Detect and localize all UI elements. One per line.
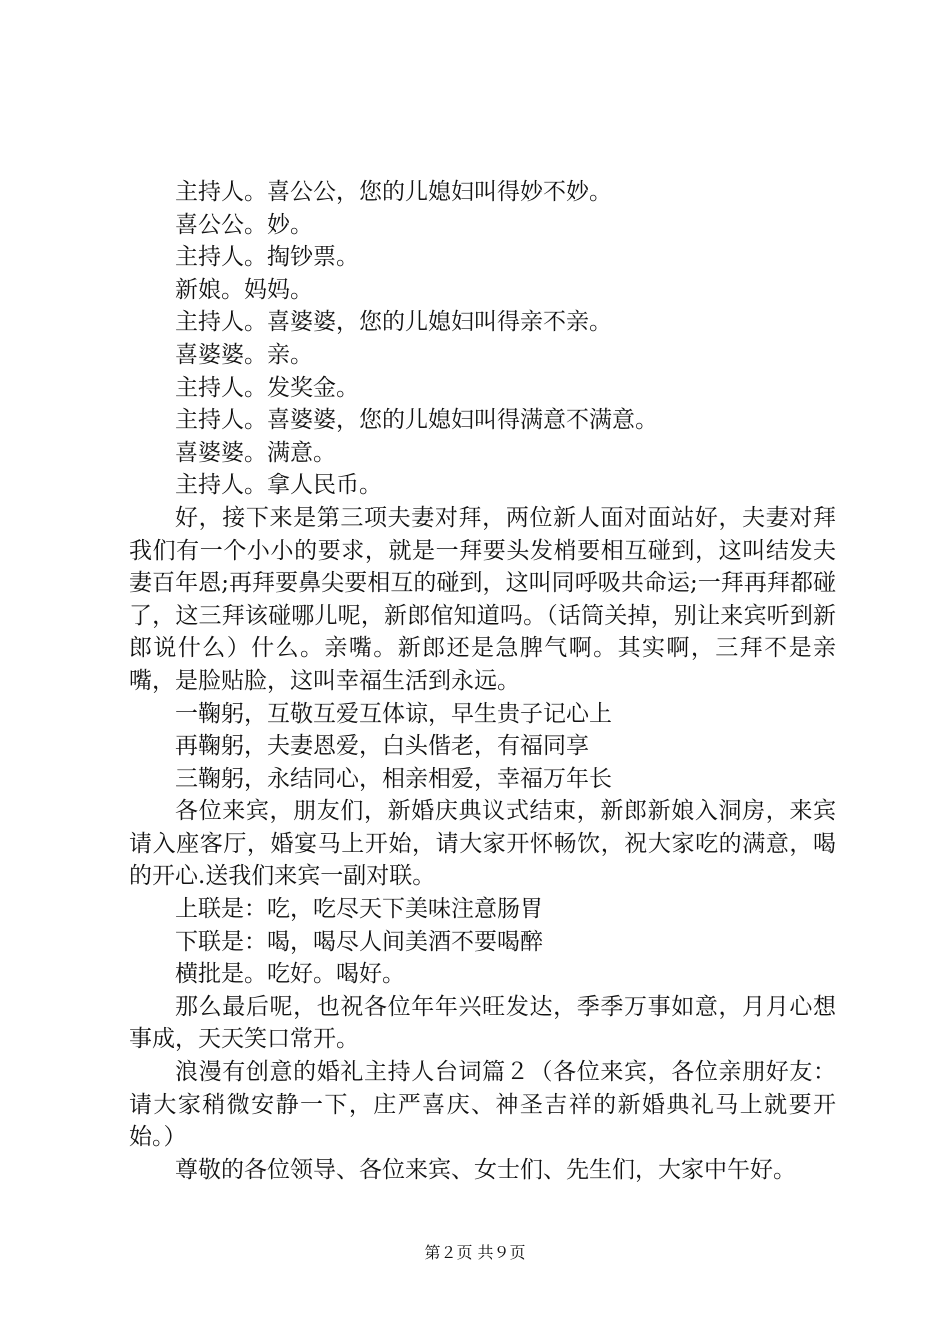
paragraph: 主持人。喜公公，您的儿媳妇叫得妙不妙。 [175, 179, 612, 205]
paragraph: 再鞠躬，夫妻恩爱，白头偕老，有福同享 [175, 733, 589, 760]
paragraph: 下联是：喝，喝尽人间美酒不要喝醉 [175, 928, 543, 955]
paragraph: 尊敬的各位领导、各位来宾、女士们、先生们，大家中午好。 [175, 1156, 796, 1183]
paragraph: 各位来宾，朋友们，新婚庆典议式结束，新郎新娘入洞房，来宾请入座客厅，婚宴马上开始，请大家开怀畅饮，祝大家吃的满意，喝的开心.送我们来宾一副对联。 [129, 798, 836, 890]
paragraph: 浪漫有创意的婚礼主持人台词篇２（各位来宾，各位亲朋好友：请大家稍微安静一下，庄严喜庆、神圣吉祥的新婚典礼马上就要开始。） [129, 1059, 836, 1151]
page-number-footer: 第２页 共９页 [424, 1243, 526, 1262]
paragraph: 好，接下来是第三项夫妻对拜，两位新人面对面站好，夫妻对拜我们有一个小小的要求，就是一拜要头发梢要相互碰到，这叫结发夫妻百年恩;再拜要鼻尖要相互的碰到，这叫同呼吸共命运;一拜再拜都碰了，这三拜该碰哪儿呢，新郎倌知道吗。（话筒关掉，别让来宾听到新郎说什么）什么。亲嘴。新郎还是急脾气啊。其实啊，三拜不是亲嘴，是脸贴脸，这叫幸福生活到永远。 [129, 504, 836, 694]
paragraph: 新娘。妈妈。 [175, 276, 313, 303]
paragraph: 主持人。掏钞票。 [175, 244, 359, 271]
paragraph: 喜婆婆。亲。 [175, 341, 313, 368]
paragraph: 主持人。拿人民币。 [175, 472, 382, 499]
paragraph: 上联是：吃，吃尽天下美味注意肠胃 [175, 896, 543, 923]
paragraph: 一鞠躬，互敬互爱互体谅，早生贵子记心上 [175, 700, 612, 727]
paragraph: 主持人。喜婆婆，您的儿媳妇叫得亲不亲。 [175, 309, 612, 336]
paragraph: 那么最后呢，也祝各位年年兴旺发达，季季万事如意，月月心想事成，天天笑口常开。 [129, 993, 836, 1053]
paragraph: 三鞠躬，永结同心，相亲相爱，幸福万年长 [175, 765, 612, 792]
paragraph: 主持人。发奖金。 [175, 374, 359, 401]
paragraph: 喜婆婆。满意。 [175, 439, 336, 466]
paragraph: 主持人。喜婆婆，您的儿媳妇叫得满意不满意。 [175, 407, 658, 434]
paragraph: 横批是。吃好。喝好。 [175, 961, 405, 988]
body-text [129, 176, 836, 1186]
paragraph: 喜公公。妙。 [175, 211, 313, 238]
